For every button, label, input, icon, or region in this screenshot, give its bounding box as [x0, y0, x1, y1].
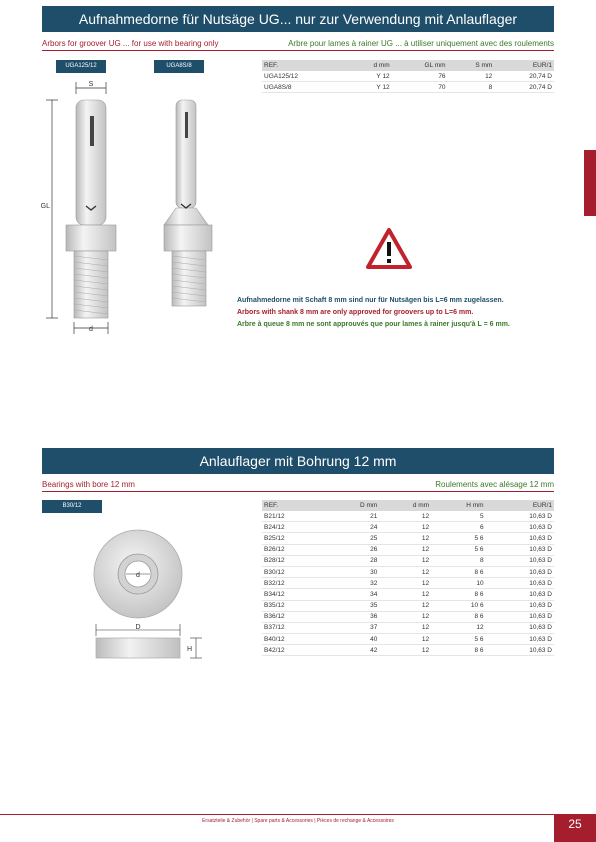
cell: 5 6 [431, 533, 486, 544]
section1-subtitle-row [42, 37, 554, 49]
cell: B36/12 [262, 611, 325, 622]
cell: B37/12 [262, 622, 325, 633]
gl-dimension-label: GL [40, 203, 50, 210]
cell: 10,63 D [486, 578, 554, 589]
cell: 8 6 [431, 645, 486, 656]
cell: B25/12 [262, 533, 325, 544]
cell: 5 6 [431, 544, 486, 555]
cell: 10,63 D [486, 555, 554, 566]
side-tab-marker [584, 150, 596, 216]
bearing-top-view [94, 530, 182, 618]
table-row [262, 600, 554, 611]
table-row [262, 522, 554, 533]
cell: 12 [379, 600, 431, 611]
cell: UGA125/12 [262, 71, 347, 82]
cell: B24/12 [262, 522, 325, 533]
cell: 12 [431, 622, 486, 633]
page-number: 25 [554, 814, 596, 842]
cell: 35 [325, 600, 380, 611]
cell: 12 [379, 611, 431, 622]
table-row [262, 622, 554, 633]
table-row [262, 634, 554, 645]
section1-title: Aufnahmedorne für Nutsäge UG... nur zur Verwendung mit Anlauflager [42, 6, 554, 32]
s-dimension-label: S [88, 81, 94, 88]
section1-divider [42, 50, 554, 51]
cell: 10,63 D [486, 533, 554, 544]
col-eur: EUR/1 [494, 60, 554, 71]
cell: 6 [431, 522, 486, 533]
cell: Y 12 [347, 82, 392, 93]
cell: 21 [325, 511, 380, 522]
section1-subtitle-en: Arbors for groover UG ... for use with bearing only [42, 39, 219, 48]
cell: UGA8S/8 [262, 82, 347, 93]
col-D: D mm [325, 500, 380, 511]
table-row [262, 533, 554, 544]
cell: 5 6 [431, 634, 486, 645]
cell: B30/12 [262, 566, 325, 577]
cell: 10,63 D [486, 589, 554, 600]
cell: 10,63 D [486, 600, 554, 611]
cell: 12 [379, 645, 431, 656]
cell: 12 [379, 634, 431, 645]
table-row [262, 611, 554, 622]
cell: 10,63 D [486, 611, 554, 622]
section2-title: Anlauflager mit Bohrung 12 mm [42, 448, 554, 474]
cell: 34 [325, 589, 380, 600]
col-h: H mm [431, 500, 486, 511]
table-row [262, 645, 554, 656]
tag-uga125: UGA125/12 [56, 60, 106, 73]
cell: 10 6 [431, 600, 486, 611]
cell: 36 [325, 611, 380, 622]
cell: 8 [448, 82, 495, 93]
cell: 30 [325, 566, 380, 577]
table-row [262, 578, 554, 589]
cell: 8 6 [431, 589, 486, 600]
cell: 32 [325, 578, 380, 589]
table-header-row [262, 60, 554, 71]
bearing-side-view [96, 638, 180, 658]
cell: B35/12 [262, 600, 325, 611]
cell: 10,63 D [486, 522, 554, 533]
cell: B26/12 [262, 544, 325, 555]
cell: 12 [448, 71, 495, 82]
table-row [262, 71, 554, 82]
warning-text-de: Aufnahmedorne mit Schaft 8 mm sind nur für Nutsägen bis L=6 mm zugelassen. [237, 297, 504, 304]
cell: 28 [325, 555, 380, 566]
arbor-spec-table [262, 60, 554, 93]
warning-text-fr: Arbre à queue 8 mm ne sont approuvés que pour lames à rainer jusqu'à L = 6 mm. [237, 321, 510, 328]
cell: 76 [392, 71, 448, 82]
cell: B34/12 [262, 589, 325, 600]
arbor-uga8s-illustration [164, 100, 212, 306]
footer-text: Ersatzteile & Zubehör | Spare parts & Accessories | Pièces de rechange & Accessoires [202, 818, 394, 824]
table-row [262, 555, 554, 566]
cell: B28/12 [262, 555, 325, 566]
cell: 10,63 D [486, 511, 554, 522]
tag-uga8s: UGA8S/8 [154, 60, 204, 73]
table-header-row [262, 500, 554, 511]
cell: 20,74 D [494, 71, 554, 82]
warning-text-en: Arbors with shank 8 mm are only approved for groovers up to L=6 mm. [237, 309, 474, 316]
col-gl: GL mm [392, 60, 448, 71]
cell: 37 [325, 622, 380, 633]
cell: 10,63 D [486, 645, 554, 656]
table-row [262, 511, 554, 522]
cell: 8 6 [431, 566, 486, 577]
col-d: d mm [347, 60, 392, 71]
table-row [262, 544, 554, 555]
col-eur: EUR/1 [486, 500, 554, 511]
cell: 10,63 D [486, 634, 554, 645]
col-ref: REF. [262, 60, 347, 71]
col-ref: REF. [262, 500, 325, 511]
cell: 12 [379, 533, 431, 544]
bearing-drawing [88, 528, 210, 666]
warning-icon [366, 228, 412, 270]
cell: 5 [431, 511, 486, 522]
cell: 40 [325, 634, 380, 645]
footer-divider [0, 814, 596, 815]
cell: 12 [379, 511, 431, 522]
cell: 12 [379, 589, 431, 600]
arbor-drawing [40, 78, 230, 336]
cell: 10,63 D [486, 622, 554, 633]
cell: 8 [431, 555, 486, 566]
cell: 24 [325, 522, 380, 533]
table-row [262, 82, 554, 93]
cell: 12 [379, 555, 431, 566]
cell: 10,63 D [486, 544, 554, 555]
col-s: S mm [448, 60, 495, 71]
cell: 12 [379, 566, 431, 577]
cell: 12 [379, 578, 431, 589]
arbor-uga125-illustration [66, 100, 116, 318]
section2-subtitle-en: Bearings with bore 12 mm [42, 480, 135, 489]
cell: 26 [325, 544, 380, 555]
section2-divider [42, 491, 554, 492]
cell: 10,63 D [486, 566, 554, 577]
cell: 70 [392, 82, 448, 93]
cell: 10 [431, 578, 486, 589]
cell: 12 [379, 522, 431, 533]
section2-subtitle-fr: Roulements avec alésage 12 mm [435, 480, 554, 489]
tag-b30: B30/12 [42, 500, 102, 513]
cell: B42/12 [262, 645, 325, 656]
cell: B32/12 [262, 578, 325, 589]
cell: Y 12 [347, 71, 392, 82]
cell: 25 [325, 533, 380, 544]
bearing-H-label: H [186, 646, 192, 653]
d-dimension-label: d [89, 326, 93, 333]
cell: 42 [325, 645, 380, 656]
section1-subtitle-fr: Arbre pour lames à rainer UG ... à utiliser uniquement avec des roulements [288, 39, 554, 48]
cell: B40/12 [262, 634, 325, 645]
bearing-d-label: d [136, 572, 140, 579]
col-d: d mm [379, 500, 431, 511]
table-row [262, 566, 554, 577]
cell: 12 [379, 544, 431, 555]
cell: 12 [379, 622, 431, 633]
bearing-spec-table [262, 500, 554, 656]
cell: B21/12 [262, 511, 325, 522]
table-row [262, 589, 554, 600]
cell: 8 6 [431, 611, 486, 622]
cell: 20,74 D [494, 82, 554, 93]
bearing-D-label: D [135, 624, 141, 631]
section2-subtitle-row [42, 478, 554, 490]
